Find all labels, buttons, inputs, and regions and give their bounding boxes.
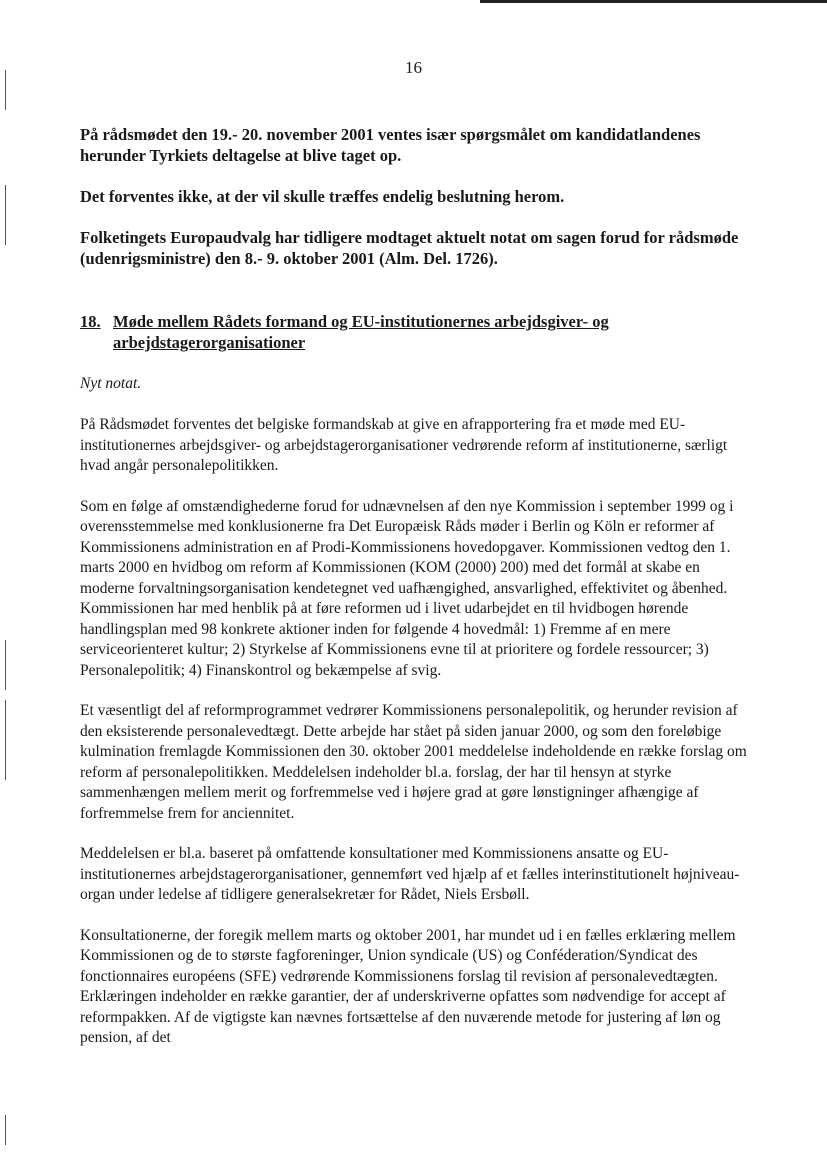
intro-paragraph: På rådsmødet den 19.- 20. november 2001 ventes især spørgsmålet om kandidatlandenes herunder Tyrkiets deltagelse at blive taget op. — [80, 125, 701, 165]
body-paragraph: Konsultationerne, der foregik mellem marts og oktober 2001, har mundet ud i en fælles erklæring mellem Kommissionen og de to største fagforeninger, Union syndicale (US) og Conféderation/Syndicat des fonctionnaires européens (SFE) vedrørende Kommissionens forslag til revision af personalevedtægten. Erklæringen indeholder en række garantier, der af underskriverne opfattes som nødvendige for accept af reformpakken. Af de vigtigste kan nævnes fortsættelse af den nuværende metode for justering af løn og pension, af det — [80, 926, 736, 1046]
body-paragraph: Et væsentligt del af reformprogrammet vedrører Kommissionens personalepolitik, og herunder revision af den eksisterende personalevedtægt. Dette arbejde har stået på siden januar 2000, og som den foreløbige kulmination fremlagde Kommissionen den 30. oktober 2001 meddelelse indeholdende en række forslag om reform af personalepolitikken. Meddelelsen indeholder bl.a. forslag, der har til hensyn at styrke sammenhængen mellem merit og forfremmelse ved i højere grad at gøre lønstigninger afhængige af forfremmelse frem for anciennitet. — [80, 702, 747, 822]
scan-edge-left — [5, 1115, 6, 1145]
scan-edge-left — [5, 640, 6, 690]
body-paragraph: På Rådsmødet forventes det belgiske formandskab at give en afrapportering fra et møde med EU-institutionernes arbejdsgiver- og arbejdstagerorganisationer vedrørende reform af institutionerne, særligt hvad angår personalepolitikken. — [80, 416, 728, 474]
intro-paragraph: Folketingets Europaudvalg har tidligere modtaget aktuelt notat om sagen forud for rådsmøde (udenrigsministre) den 8.- 9. oktober 2001 (Alm. Del. 1726). — [80, 228, 739, 268]
section-note: Nyt notat. — [80, 375, 142, 392]
body-paragraph: Meddelelsen er bl.a. baseret på omfattende konsultationer med Kommissionens ansatte og EU-institutionernes arbejdstagerorganisationer, gennemført ved hjælp af et fælles interinstitutionelt højniveau-organ under ledelse af tidligere generalsekretær for Rådet, Niels Ersbøll. — [80, 845, 740, 903]
section-number: 18. — [80, 312, 101, 331]
scan-edge-left — [5, 700, 6, 780]
scan-edge-top — [480, 0, 827, 3]
body-paragraph: Som en følge af omstændighederne forud for udnævnelsen af den nye Kommission i september 1999 og i overensstemmelse med konklusionerne fra Det Europæisk Råds møder i Berlin og Köln er reformer af Kommissionens administration en af Prodi-Kommissionens hovedopgaver. Kommissionen vedtog den 1. marts 2000 en hvidbog om reform af Kommissionen (KOM (2000) 200) med det formål at skabe en moderne forvaltningsorganisation kendetegnet ved uafhængighed, ansvarlighed, effektivitet og åbenhed. Kommissionen har med henblik på at føre reformen ud i livet udarbejdet en til hvidbogen hørende handlingsplan med 98 konkrete aktioner inden for følgende 4 hovedmål: 1) Fremme af en mere serviceorienteret kultur; 2) Styrkelse af Kommissionens evne til at prioritere og fordele ressourcer; 3) Personalepolitik; 4) Finanskontrol og bekæmpelse af svig. — [80, 497, 734, 679]
page-number: 16 — [405, 58, 422, 77]
section-heading — [80, 311, 750, 353]
scan-edge-left — [5, 185, 6, 245]
section-title: Møde mellem Rådets formand og EU-institutionernes arbejdsgiver- og arbejdstagerorganisationer — [113, 312, 609, 352]
document-body — [80, 124, 750, 1069]
intro-paragraph: Det forventes ikke, at der vil skulle træffes endelig beslutning herom. — [80, 187, 565, 206]
